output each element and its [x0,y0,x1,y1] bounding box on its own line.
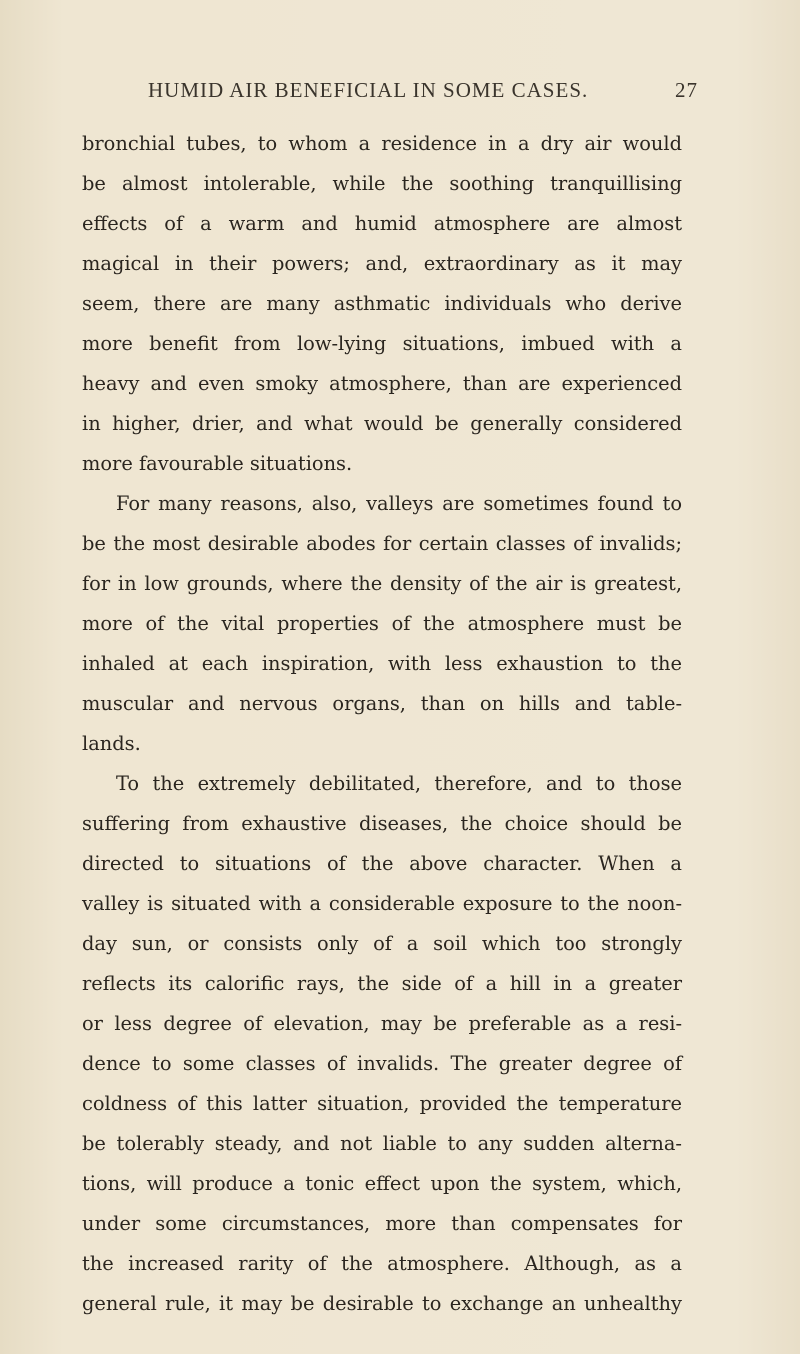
text-line: lands. [82,732,141,755]
text-line: effects of a warm and humid atmosphere are almost [82,212,682,235]
running-header [148,78,698,108]
text-line: for in low grounds, where the density of the air is greatest, [82,572,682,595]
running-title: HUMID AIR BENEFICIAL IN SOME CASES. [148,78,589,102]
paragraph-first-line: To the extremely debilitated, therefore, and to those [116,772,682,795]
text-line: the increased rarity of the atmosphere. Although, as a [82,1252,682,1275]
text-line: be the most desirable abodes for certain classes of invalids; [82,532,682,555]
text-line: muscular and nervous organs, than on hills and table- [82,692,682,715]
text-line: seem, there are many asthmatic individuals who derive [82,292,682,315]
text-line: reflects its calorific rays, the side of a hill in a greater [82,972,682,995]
text-line: be almost intolerable, while the soothing tranquillising [82,172,682,195]
text-line: suffering from exhaustive diseases, the choice should be [82,812,682,835]
text-line: more benefit from low-lying situations, imbued with a [82,332,682,355]
text-line: inhaled at each inspiration, with less exhaustion to the [82,652,682,675]
page-number: 27 [675,78,698,102]
text-line: magical in their powers; and, extraordinary as it may [82,252,682,275]
text-line: directed to situations of the above character. When a [82,852,682,875]
text-line: in higher, drier, and what would be generally considered [82,412,682,435]
text-line: be tolerably steady, and not liable to any sudden alterna- [82,1132,682,1155]
text-line: bronchial tubes, to whom a residence in a dry air would [82,132,682,155]
text-line: under some circumstances, more than compensates for [82,1212,682,1235]
text-line: general rule, it may be desirable to exchange an unhealthy [82,1292,682,1315]
text-line: more favourable situations. [82,452,353,475]
text-line: valley is situated with a considerable exposure to the noon- [82,892,682,915]
text-line: coldness of this latter situation, provided the temperature [82,1092,682,1115]
text-line: heavy and even smoky atmosphere, than are experienced [82,372,682,395]
text-line: dence to some classes of invalids. The greater degree of [82,1052,682,1075]
text-line: day sun, or consists only of a soil which too strongly [82,932,682,955]
body-text [82,124,682,1324]
text-line: or less degree of elevation, may be preferable as a resi- [82,1012,682,1035]
text-line: tions, will produce a tonic effect upon the system, which, [82,1172,682,1195]
paragraph-first-line: For many reasons, also, valleys are sometimes found to [116,492,682,515]
text-line: more of the vital properties of the atmosphere must be [82,612,682,635]
